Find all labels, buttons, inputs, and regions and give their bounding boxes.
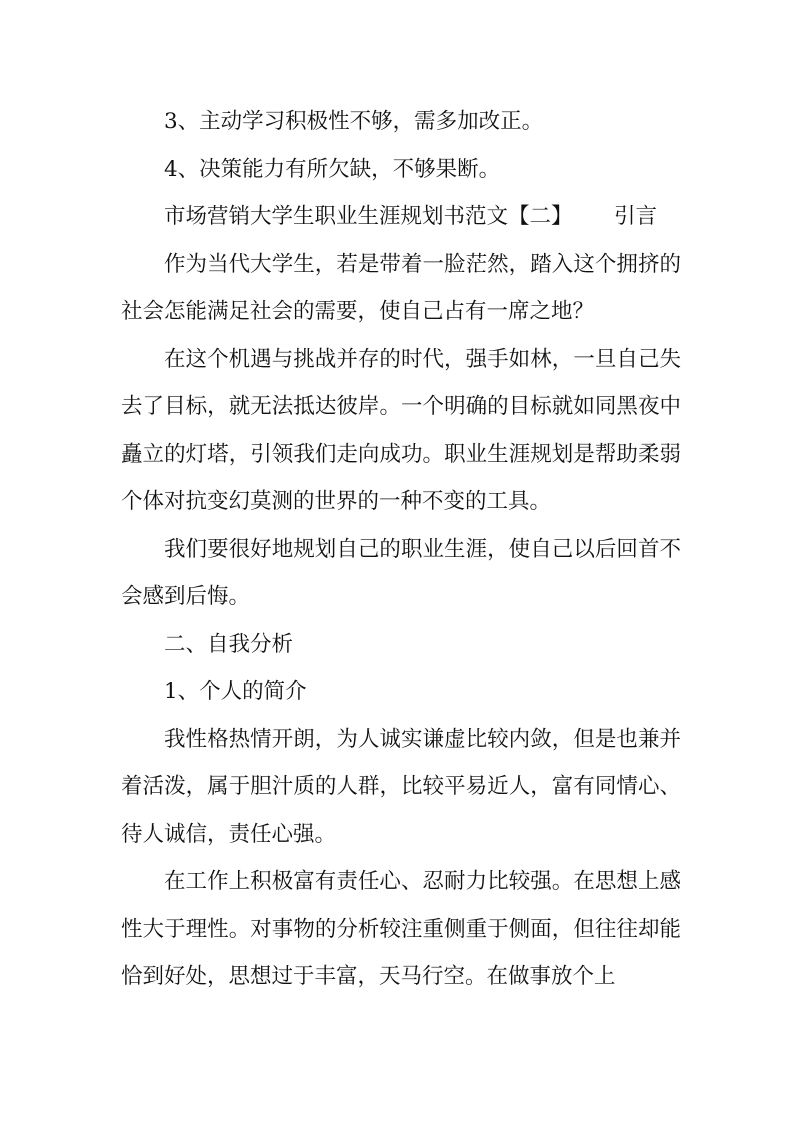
intro-heading: 引言	[613, 204, 657, 229]
paragraph-plan: 我们要很好地规划自己的职业生涯，使自己以后回首不会感到后悔。	[121, 536, 681, 609]
paragraph-weakness-4: 4、决策能力有所欠缺，不够果断。	[164, 156, 501, 182]
paragraph-intro-question: 作为当代大学生，若是带着一脸茫然，踏入这个拥挤的社会怎能满足社会的需要，使自己占有一席之地？	[121, 251, 681, 324]
paragraph-work-attitude: 在工作上积极富有责任心、忍耐力比较强。在思想上感性大于理性。对事物的分析较注重侧重于侧面，但往往却能恰到好处，思想过于丰富，天马行空。在做事放个上	[121, 869, 681, 989]
paragraph-personality: 我性格热情开朗，为人诚实谦虚比较内敛，但是也兼并着活泼，属于胆汁质的人群，比较平易近人，富有同情心、待人诚信，责任心强。	[121, 726, 681, 847]
paragraph-goal: 在这个机遇与挑战并存的时代，强手如林，一旦自己失去了目标，就无法抵达彼岸。一个明确的目标就如同黑夜中矗立的灯塔，引领我们走向成功。职业生涯规划是帮助柔弱个体对抗变幻莫测的世界的一种不变的工具。	[121, 346, 681, 514]
section-title-line	[121, 193, 681, 241]
heading-personal-intro: 1、个人的简介	[164, 679, 307, 704]
section-title: 市场营销大学生职业生涯规划书范文【二】	[164, 204, 573, 229]
document-body	[121, 98, 681, 1001]
paragraph-weakness-3: 3、主动学习积极性不够，需多加改正。	[164, 109, 544, 134]
heading-self-analysis: 二、自我分析	[164, 631, 294, 657]
